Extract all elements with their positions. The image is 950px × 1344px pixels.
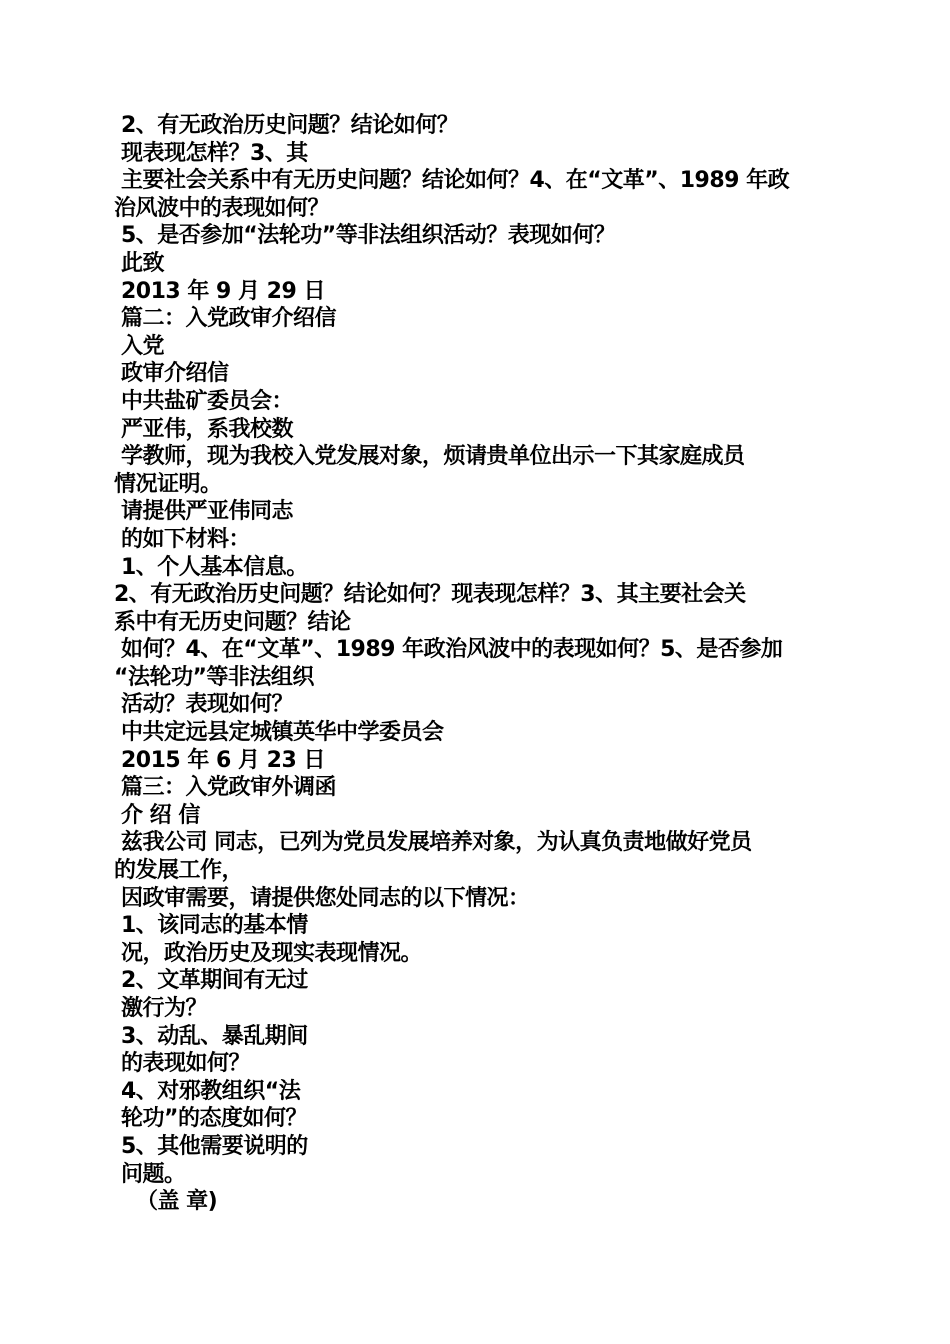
section-heading: 篇三：入党政审外调函 <box>121 775 337 801</box>
text-line: 1、该同志的基本情 <box>121 913 308 939</box>
document-body <box>114 112 838 1216</box>
date-line: 2013 年 9 月 29 日 <box>121 278 325 304</box>
section-heading: 篇二：入党政审介绍信 <box>121 306 337 332</box>
text-line: 入党 <box>121 333 165 359</box>
text-line: 4、对邪教组织“法 <box>121 1078 301 1104</box>
text-line: 2、有无政治历史问题？结论如何？现表现怎样？3、其主要社会关 <box>114 582 746 608</box>
text-line: 情况证明。 <box>114 471 222 497</box>
text-line: 如何？4、在“文革”、1989 年政治风波中的表现如何？5、是否参加 <box>121 637 783 663</box>
text-line: 1、个人基本信息。 <box>121 554 308 580</box>
text-line: 的发展工作， <box>114 858 244 884</box>
text-line: 中共定远县定城镇英华中学委员会 <box>121 720 444 746</box>
text-line: 轮功”的态度如何？ <box>121 1106 307 1132</box>
text-line: 3、动乱、暴乱期间 <box>121 1023 308 1049</box>
text-line: 问题。 <box>121 1161 186 1187</box>
text-line: 况，政治历史及现实表现情况。 <box>121 940 423 966</box>
text-line: 主要社会关系中有无历史问题？结论如何？4、在“文革”、1989 年政 <box>121 168 790 194</box>
text-line: 因政审需要，请提供您处同志的以下情况： <box>121 885 530 911</box>
text-line: 治风波中的表现如何？ <box>114 195 330 221</box>
text-line: 此致 <box>121 250 165 276</box>
text-line: 2、有无政治历史问题？结论如何？ <box>121 113 459 138</box>
text-line: 5、其他需要说明的 <box>121 1133 308 1159</box>
text-line: 的如下材料： <box>121 526 251 552</box>
text-line: 的表现如何？ <box>121 1051 251 1077</box>
text-line: 5、是否参加“法轮功”等非法组织活动？表现如何？ <box>121 223 616 249</box>
text-line: 激行为？ <box>121 996 208 1021</box>
text-line: 请提供严亚伟同志 <box>121 499 294 525</box>
text-line: 严亚伟，系我校数 <box>121 416 294 442</box>
text-line: 2、文革期间有无过 <box>121 968 308 994</box>
text-line: 活动？表现如何？ <box>121 692 294 718</box>
text-line: 中共盐矿委员会： <box>121 388 294 414</box>
text-line: 政审介绍信 <box>121 361 229 387</box>
text-line: 兹我公司 同志，已列为党员发展培养对象，为认真负责地做好党员 <box>121 830 752 856</box>
text-line: 学教师，现为我校入党发展对象，烦请贵单位出示一下其家庭成员 <box>121 444 745 470</box>
text-line: 现表现怎样？3、其 <box>121 140 308 166</box>
seal-placeholder: （盖 章) <box>136 1189 218 1215</box>
date-line: 2015 年 6 月 23 日 <box>121 747 325 773</box>
text-line: 介 绍 信 <box>121 802 200 828</box>
text-line: “法轮功”等非法组织 <box>114 664 314 690</box>
text-line: 系中有无历史问题？结论 <box>114 609 351 635</box>
